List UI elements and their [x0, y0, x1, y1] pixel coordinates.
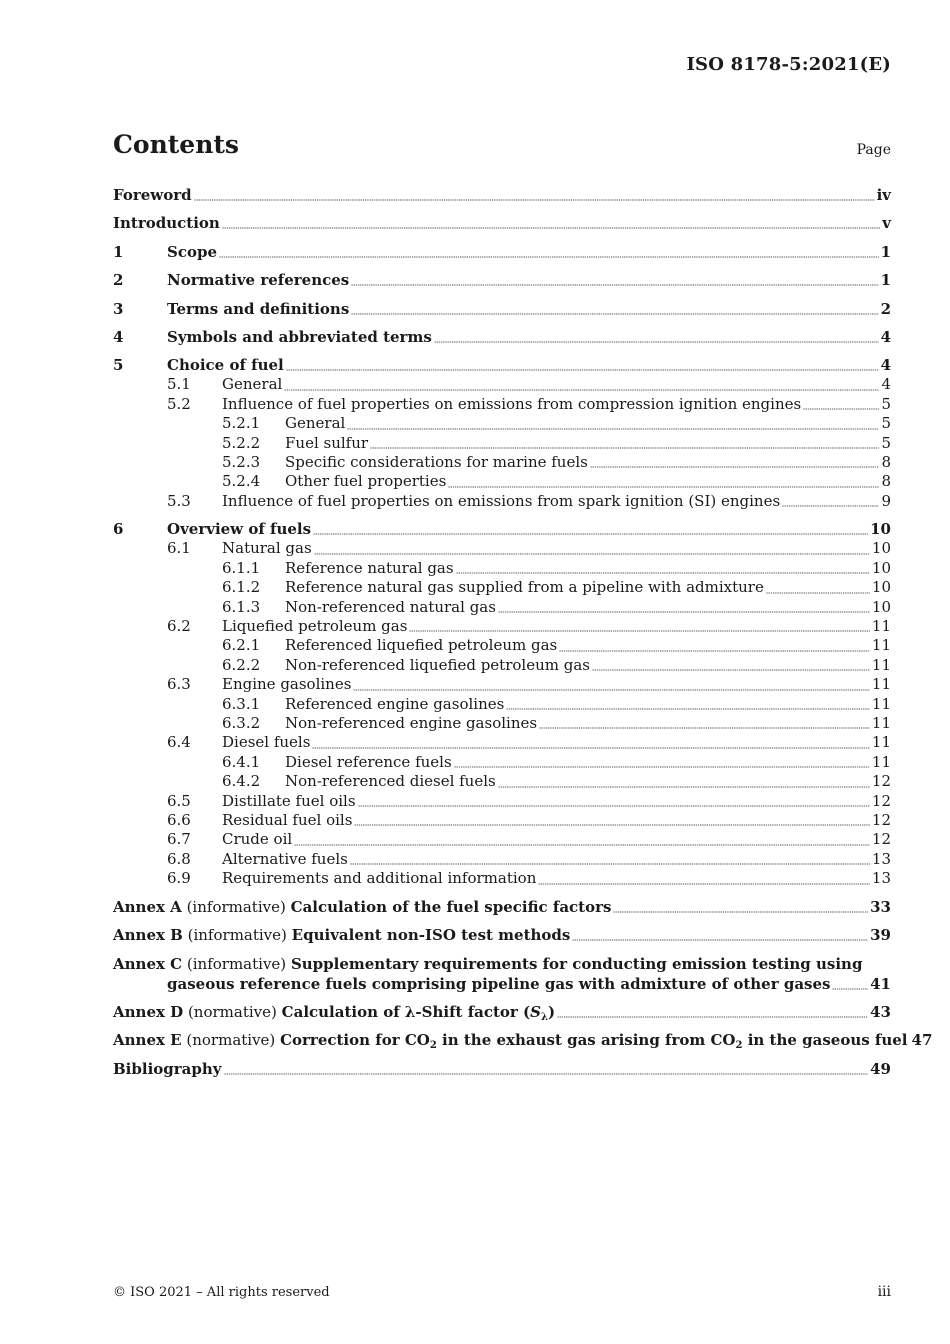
dot-leader	[572, 939, 868, 941]
toc-entry-title: Foreword	[113, 186, 192, 204]
toc-entry-title: Bibliography	[113, 1059, 222, 1078]
toc-entry-page: 10	[870, 520, 891, 539]
toc-entry-clause[interactable]	[113, 242, 891, 262]
toc-entry-title: Choice of fuel	[167, 356, 284, 375]
toc-entry-title: Residual fuel oils	[222, 810, 353, 829]
toc-entry-number: 6.2.1	[222, 636, 261, 655]
dot-leader	[506, 708, 870, 710]
toc-entry-number: 4	[113, 327, 124, 346]
toc-entry-introduction[interactable]	[113, 213, 891, 233]
annex-title-end: )	[548, 1003, 556, 1022]
annex-label: Annex C	[113, 954, 183, 973]
co2-subscript: 2	[735, 1040, 743, 1052]
toc-entry-title: Symbols and abbreviated terms	[167, 327, 432, 346]
toc-entry-title: General	[222, 375, 283, 394]
lambda-symbol: S	[530, 1003, 541, 1022]
dot-leader	[803, 408, 879, 410]
toc-entry-page: 13	[871, 869, 891, 888]
table-of-contents	[113, 185, 933, 1079]
toc-entry-page: 11	[871, 752, 891, 771]
toc-entry-number: 6.8	[167, 849, 191, 868]
dot-leader	[454, 766, 870, 768]
dot-leader	[832, 988, 868, 990]
toc-entry-clause[interactable]	[113, 299, 891, 319]
annex-label: Annex A	[113, 897, 182, 916]
dot-leader	[294, 844, 870, 846]
dot-leader	[354, 824, 869, 826]
toc-entry-number: 3	[113, 299, 124, 318]
toc-entry-number: 6.3.1	[222, 694, 261, 713]
toc-entry-title: Overview of fuels	[167, 520, 312, 539]
annex-title: Calculation of λ-Shift factor (	[281, 1003, 531, 1022]
dot-leader	[592, 669, 870, 671]
toc-entry-page: 11	[871, 655, 891, 674]
toc-entry-page: 41	[870, 974, 891, 993]
dot-leader	[613, 911, 868, 913]
dot-leader	[194, 199, 875, 201]
toc-entry-number: 6.3	[167, 675, 191, 694]
toc-entry-page: 33	[870, 897, 891, 916]
page-number: iii	[877, 1284, 891, 1300]
toc-entry-title: Requirements and additional information	[222, 869, 537, 888]
dot-leader	[347, 428, 879, 430]
toc-entry-annex-a[interactable]	[113, 897, 891, 917]
toc-entry-number: 6.1.2	[222, 578, 261, 597]
dot-leader	[224, 1073, 869, 1075]
toc-entry-number: 6.3.2	[222, 713, 261, 732]
annex-label: Annex D	[113, 1003, 184, 1022]
clause-list	[113, 242, 891, 889]
toc-entry-title: Liquefied petroleum gas	[222, 617, 408, 636]
toc-entry-page: 10	[871, 578, 891, 597]
toc-entry-subsubclause[interactable]	[113, 772, 891, 791]
annex-label: Annex B	[113, 926, 183, 945]
annex-label: Annex E	[113, 1031, 182, 1050]
toc-entry-subclause[interactable]	[113, 492, 891, 511]
toc-entry-subsubclause[interactable]	[113, 578, 891, 597]
toc-entry-number: 6.7	[167, 830, 191, 849]
toc-entry-page: 2	[880, 299, 891, 318]
toc-entry-title: Non-referenced engine gasolines	[285, 713, 538, 732]
dot-leader	[782, 505, 879, 507]
toc-entry-number: 5.1	[167, 375, 191, 394]
toc-entry-title: Scope	[167, 242, 218, 261]
co2-subscript: 2	[429, 1040, 437, 1052]
toc-entry-title: Influence of fuel properties on emissions from compression ignition engines	[222, 394, 802, 413]
toc-entry-page: 43	[870, 1003, 891, 1022]
toc-entry-page: v	[882, 214, 891, 233]
toc-entry-page: 1	[880, 242, 891, 261]
toc-entry-page: 10	[871, 539, 891, 558]
toc-entry-clause[interactable]	[113, 355, 891, 375]
toc-entry-title: Referenced engine gasolines	[285, 694, 505, 713]
dot-leader	[456, 572, 870, 574]
toc-entry-title: Introduction	[113, 214, 220, 233]
toc-entry-subsubclause[interactable]	[113, 472, 891, 491]
toc-entry-number: 6.4	[167, 733, 191, 752]
toc-entry-page: 11	[871, 713, 891, 732]
toc-entry-number: 6.1.1	[222, 558, 261, 577]
toc-entry-number: 6.5	[167, 791, 191, 810]
toc-entry-page: 9	[881, 491, 891, 510]
annex-title-continued: gaseous reference fuels comprising pipeline gas with admixture of other gases	[167, 974, 831, 993]
toc-entry-page: 12	[871, 772, 891, 791]
toc-entry-number: 5.2.4	[222, 472, 261, 491]
toc-entry-subsubclause[interactable]	[113, 753, 891, 772]
toc-entry-page: 4	[880, 356, 891, 375]
toc-entry-title: Fuel sulfur	[285, 433, 369, 452]
toc-entry-page: 12	[871, 830, 891, 849]
dot-leader	[351, 313, 878, 315]
toc-entry-subclause[interactable]	[113, 850, 891, 869]
annex-title: Calculation of the fuel specific factors	[290, 897, 612, 916]
toc-entry-number: 1	[113, 242, 124, 261]
toc-entry-number: 6.9	[167, 869, 191, 888]
annex-title-mid: in the exhaust gas arising from CO	[436, 1031, 736, 1050]
toc-entry-number: 5.2	[167, 394, 191, 413]
toc-entry-number: 5.2.1	[222, 414, 261, 433]
page-column-label: Page	[856, 142, 891, 158]
toc-entry-number: 6.4.1	[222, 752, 261, 771]
toc-entry-subclause[interactable]	[113, 617, 891, 636]
toc-entry-title: Non-referenced natural gas	[285, 597, 496, 616]
toc-entry-page: 4	[881, 375, 891, 394]
toc-entry-title: Non-referenced liquefied petroleum gas	[285, 655, 590, 674]
dot-leader	[351, 284, 878, 286]
dot-leader	[286, 369, 879, 371]
dot-leader	[448, 486, 879, 488]
annex-title-end: in the gaseous fuel	[742, 1031, 908, 1050]
dot-leader	[539, 727, 870, 729]
annex-kind: (normative)	[187, 1003, 277, 1022]
toc-entry-title: Reference natural gas	[285, 558, 454, 577]
toc-entry-page: 8	[881, 452, 891, 471]
toc-entry-subsubclause[interactable]	[113, 598, 891, 617]
toc-entry-title: Natural gas	[222, 539, 312, 558]
dot-leader	[350, 863, 870, 865]
toc-entry-title: Diesel reference fuels	[285, 752, 452, 771]
toc-entry-subclause[interactable]	[113, 792, 891, 811]
toc-entry-subsubclause[interactable]	[113, 453, 891, 472]
toc-entry-title: Normative references	[167, 271, 350, 290]
dot-leader	[559, 650, 870, 652]
dot-leader	[498, 611, 870, 613]
dot-leader	[222, 227, 880, 229]
toc-entry-title: Terms and definitions	[167, 299, 350, 318]
dot-leader	[590, 466, 880, 468]
toc-entry-subclause[interactable]	[113, 733, 891, 752]
toc-entry-page: 5	[881, 433, 891, 452]
toc-entry-title: Other fuel properties	[285, 472, 447, 491]
dot-leader	[314, 553, 870, 555]
toc-entry-subsubclause[interactable]	[113, 559, 891, 578]
toc-entry-title: Engine gasolines	[222, 675, 352, 694]
dot-leader	[766, 592, 870, 594]
toc-entry-title: Non-referenced diesel fuels	[285, 772, 496, 791]
toc-entry-subclause[interactable]	[113, 539, 891, 558]
toc-entry-number: 5.2.3	[222, 452, 261, 471]
toc-entry-page: 12	[871, 810, 891, 829]
dot-leader	[284, 389, 879, 391]
toc-entry-subsubclause[interactable]	[113, 636, 891, 655]
toc-entry-annex-b[interactable]	[113, 925, 891, 945]
toc-entry-page: iv	[876, 186, 891, 204]
page-title: Contents	[113, 130, 240, 159]
lambda-subscript: λ	[541, 1012, 549, 1024]
toc-entry-title: General	[285, 414, 346, 433]
toc-entry-number: 6.6	[167, 810, 191, 829]
toc-entry-number: 6	[113, 520, 124, 539]
toc-entry-clause[interactable]	[113, 519, 891, 539]
toc-entry-subsubclause[interactable]	[113, 414, 891, 433]
toc-entry-number: 6.2.2	[222, 655, 261, 674]
toc-entry-number: 5.3	[167, 491, 191, 510]
toc-entry-page: 5	[881, 414, 891, 433]
toc-entry-clause[interactable]	[113, 327, 891, 347]
dot-leader	[312, 747, 869, 749]
toc-entry-title: Specific considerations for marine fuels	[285, 452, 588, 471]
toc-entry-title: Crude oil	[222, 830, 293, 849]
annex-title: Correction for CO	[280, 1031, 430, 1050]
toc-entry-foreword[interactable]	[113, 185, 891, 205]
document-code: ISO 8178-5:2021(E)	[686, 54, 891, 75]
toc-entry-title: Alternative fuels	[222, 849, 348, 868]
toc-entry-subclause[interactable]	[113, 395, 891, 414]
toc-entry-number: 2	[113, 271, 124, 290]
toc-entry-page: 11	[871, 694, 891, 713]
toc-entry-number: 6.2	[167, 617, 191, 636]
toc-entry-number: 5.2.2	[222, 433, 261, 452]
toc-entry-page: 11	[871, 636, 891, 655]
dot-leader	[370, 447, 879, 449]
toc-entry-page: 11	[871, 675, 891, 694]
toc-entry-subclause[interactable]	[113, 830, 891, 849]
dot-leader	[434, 341, 879, 343]
annex-kind: (informative)	[187, 926, 287, 945]
toc-entry-page: 10	[871, 558, 891, 577]
toc-entry-page: 47	[911, 1031, 933, 1050]
toc-entry-page: 12	[871, 791, 891, 810]
toc-entry-page: 11	[871, 733, 891, 752]
toc-entry-number: 6.1.3	[222, 597, 261, 616]
copyright-notice: © ISO 2021 – All rights reserved	[113, 1285, 330, 1300]
toc-entry-subclause[interactable]	[113, 675, 891, 694]
annex-title: Supplementary requirements for conducting emission testing using	[290, 954, 863, 973]
toc-entry-page: 49	[870, 1059, 891, 1078]
toc-entry-title: Referenced liquefied petroleum gas	[285, 636, 558, 655]
toc-entry-title: Reference natural gas supplied from a pipeline with admixture	[285, 578, 764, 597]
toc-entry-page: 5	[881, 394, 891, 413]
dot-leader	[538, 883, 870, 885]
dot-leader	[353, 689, 869, 691]
dot-leader	[358, 805, 870, 807]
toc-entry-title: Distillate fuel oils	[222, 791, 356, 810]
toc-entry-subclause[interactable]	[113, 375, 891, 394]
toc-entry-annex-d[interactable]	[113, 1002, 891, 1022]
toc-entry-page: 39	[870, 926, 891, 945]
toc-entry-title: Diesel fuels	[222, 733, 311, 752]
annex-kind: (informative)	[186, 954, 287, 973]
toc-entry-number: 6.1	[167, 539, 191, 558]
toc-entry-page: 1	[880, 271, 891, 290]
toc-entry-subsubclause[interactable]	[113, 434, 891, 453]
toc-entry-page: 10	[871, 597, 891, 616]
toc-entry-clause[interactable]	[113, 270, 891, 290]
annex-kind: (normative)	[186, 1031, 276, 1050]
dot-leader	[498, 786, 870, 788]
dot-leader	[409, 630, 869, 632]
toc-entry-number: 6.4.2	[222, 772, 261, 791]
toc-entry-annex-c[interactable]	[113, 954, 891, 994]
toc-entry-title: Influence of fuel properties on emissions from spark ignition (SI) engines	[222, 491, 781, 510]
toc-entry-page: 13	[871, 849, 891, 868]
toc-entry-page: 11	[871, 617, 891, 636]
toc-entry-subclause[interactable]	[113, 869, 891, 888]
dot-leader	[313, 533, 868, 535]
toc-entry-subsubclause[interactable]	[113, 714, 891, 733]
toc-entry-page: 4	[880, 327, 891, 346]
dot-leader	[219, 256, 879, 258]
toc-entry-subsubclause[interactable]	[113, 656, 891, 675]
annex-title: Equivalent non-ISO test methods	[291, 926, 571, 945]
annex-kind: (informative)	[186, 897, 286, 916]
toc-entry-number: 5	[113, 356, 124, 375]
dot-leader	[557, 1016, 868, 1018]
toc-entry-page: 8	[881, 472, 891, 491]
toc-entry-bibliography[interactable]	[113, 1059, 891, 1079]
toc-entry-subclause[interactable]	[113, 811, 891, 830]
toc-entry-annex-e[interactable]	[113, 1030, 933, 1052]
toc-entry-subsubclause[interactable]	[113, 695, 891, 714]
